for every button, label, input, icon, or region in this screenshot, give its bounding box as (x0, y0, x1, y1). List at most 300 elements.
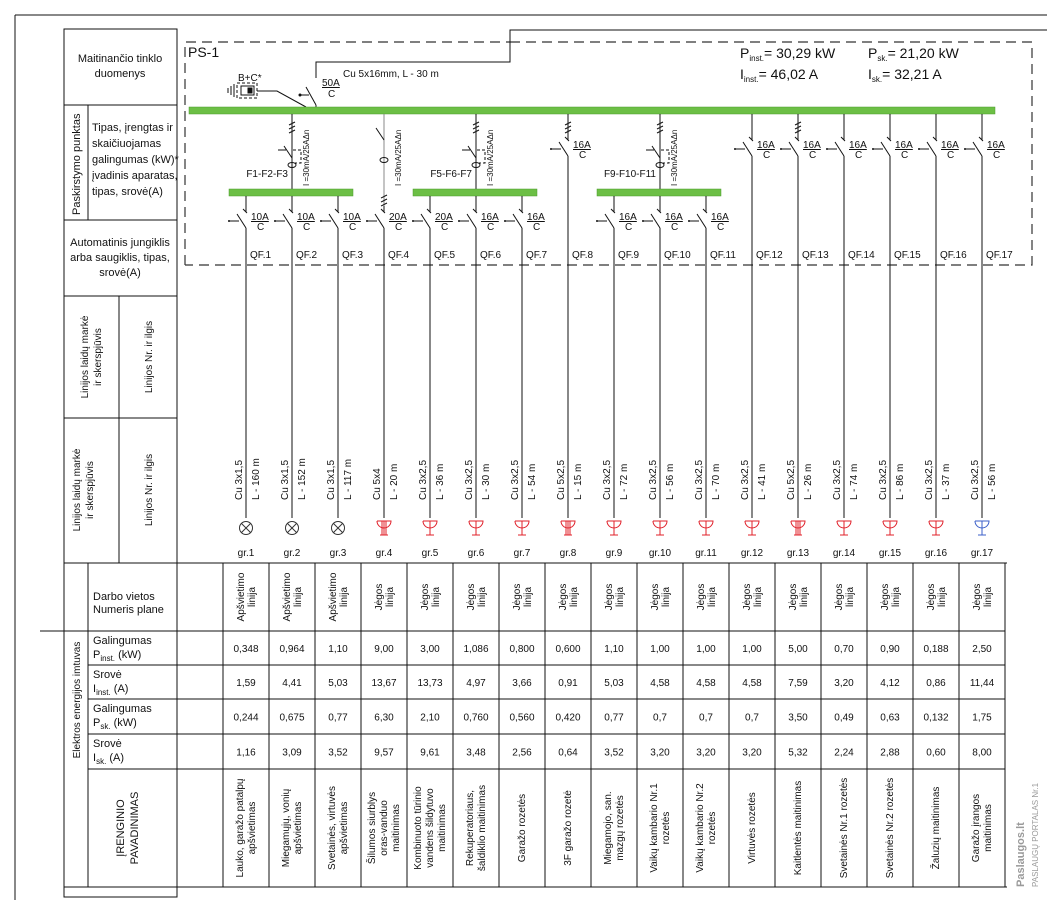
table-cell-i-sk: 3,20 (742, 747, 762, 759)
sub-busbar (229, 189, 353, 196)
table-cell-i-sk: 2,56 (512, 747, 532, 759)
breaker-dot (642, 220, 644, 222)
cable-label: Cu 5x2,5 (786, 459, 797, 500)
panel-totals (740, 45, 960, 84)
length-label: L - 20 m (389, 463, 400, 500)
table-cell-p-sk: 0,77 (604, 712, 624, 724)
length-label: L - 37 m (941, 463, 952, 500)
sub-busbar (597, 189, 721, 196)
breaker-rating: 16A (527, 212, 545, 223)
total-i-sk: $I_{sk.}= 32,21$ A (868, 66, 942, 84)
breaker-dot (412, 220, 414, 222)
cable-label: Cu 3x2,5 (418, 459, 429, 500)
group-label: gr.10 (648, 548, 672, 559)
device-name: Miegamojo, san. (603, 791, 614, 865)
table-column (279, 572, 304, 867)
qf-label: QF.1 (250, 250, 272, 261)
breaker-dot (458, 220, 460, 222)
line-type-sub: linija (615, 586, 626, 608)
table-cell-i-inst: 3,20 (834, 678, 854, 689)
qf-label: QF.16 (940, 250, 967, 261)
feeder-cable-label: Cu 5x16mm, L - 30 m (343, 69, 439, 80)
line-type-sub: linija (385, 586, 396, 608)
table-cell-p-inst: 1,00 (696, 644, 716, 655)
rcd-label: I =30mA/25AΔn (302, 129, 311, 186)
line-type-sub: linija (937, 586, 948, 608)
left-header-texts (70, 53, 179, 864)
line-type-sub: linija (753, 586, 764, 608)
table-column (233, 572, 258, 877)
table-cell-p-inst: 1,10 (328, 644, 348, 655)
breaker-curve: C (717, 222, 725, 233)
workplace-header: Darbo vietos (93, 591, 155, 603)
table-cell-i-sk: 9,57 (374, 747, 394, 759)
length-label: L - 36 m (435, 463, 446, 500)
breaker-curve: C (349, 222, 357, 233)
table-cell-i-sk: 0,60 (926, 747, 946, 759)
table-cell-p-sk: 0,132 (923, 712, 949, 724)
table-cell-p-inst: 0,800 (509, 644, 535, 655)
qf-label: QF.5 (434, 250, 456, 261)
table-cell-i-inst: 4,41 (282, 678, 302, 689)
line-no-header-2: Linijos Nr. ir ilgis (144, 453, 155, 527)
cable-mark-header-2: ir skerspjūvis (85, 461, 96, 519)
length-label: L - 74 m (849, 463, 860, 500)
row-header-title: Galingumas (93, 635, 152, 647)
distribution-desc-line: Tipas, įrengtas ir (92, 122, 173, 134)
breaker-rating: 10A (297, 212, 315, 223)
rcd-contact (376, 128, 384, 140)
device-name: apšvietimas (293, 801, 304, 855)
circuit-qf-8 (550, 114, 594, 559)
table-cell-p-inst: 5,00 (788, 644, 808, 655)
cable-label: Cu 3x1,5 (234, 459, 245, 500)
line-no-header: Linijos Nr. ir ilgis (144, 320, 155, 394)
table-column (327, 572, 350, 870)
breaker-dot (550, 148, 552, 150)
line-type: Apšvietimo (328, 572, 339, 622)
rcd-contact (652, 146, 660, 158)
breaker-dot (688, 220, 690, 222)
breaker-curve: C (533, 222, 541, 233)
device-name: rozetės (707, 811, 718, 845)
breaker-dot (964, 148, 966, 150)
distribution-desc-line: galingumas (kW)* (92, 154, 179, 166)
qf-label: QF.4 (388, 250, 410, 261)
table-cell-i-sk: 1,16 (236, 747, 256, 759)
svg-text:PASLAUGŲ PORTALAS Nr.1: PASLAUGŲ PORTALAS Nr.1 (1031, 782, 1040, 887)
svg-text:Paslaugos.lt: Paslaugos.lt (1015, 822, 1027, 887)
breaker-rating: 20A (389, 212, 407, 223)
device-name: Garažo įrangos (971, 793, 982, 863)
rcd-link (661, 150, 669, 163)
line-type: Jėgos (420, 583, 431, 611)
breaker-curve: C (947, 150, 955, 161)
consumer-table (88, 563, 1005, 887)
length-label: L - 15 m (573, 463, 584, 500)
circuit-qf-2 (274, 196, 318, 559)
table-column (509, 584, 534, 863)
breaker-rating: 16A (481, 212, 499, 223)
table-column (463, 584, 488, 871)
device-name: Lauko, garažo patalpų (235, 778, 246, 878)
table-cell-i-inst: 0,91 (558, 678, 578, 689)
breaker-rating: 10A (343, 212, 361, 223)
device-name: maitinimas (983, 804, 994, 852)
device-name: šaldiklio maitinimas (477, 784, 488, 872)
line-type: Jėgos (926, 583, 937, 611)
line-type: Apšvietimo (236, 572, 247, 622)
device-name: Vaikų kambario Nr.1 (649, 783, 660, 873)
supply-header-2: duomenys (94, 68, 146, 80)
length-label: L - 54 m (527, 463, 538, 500)
workplace-header: Numeris plane (93, 604, 164, 616)
line-type-sub: linija (569, 586, 580, 608)
length-label: L - 41 m (757, 463, 768, 500)
line-type: Jėgos (650, 583, 661, 611)
rcd-contact (468, 146, 476, 158)
table-cell-p-sk: 0,7 (653, 712, 667, 724)
qf-label: QF.8 (572, 250, 594, 261)
length-label: L - 72 m (619, 463, 630, 500)
line-type: Jėgos (742, 583, 753, 611)
distribution-desc-line: tipas, srovė(A) (92, 186, 163, 198)
main-busbar (189, 107, 995, 114)
breaker-dot (366, 220, 368, 222)
cable-label: Cu 3x2,5 (648, 459, 659, 500)
line-type-sub: linija (523, 586, 534, 608)
length-label: L - 152 m (297, 458, 308, 500)
circuit-qf-4 (366, 114, 410, 559)
group-label: gr.15 (878, 548, 902, 559)
device-name: mazgų rozetės (615, 795, 626, 861)
table-cell-i-inst: 4,58 (650, 678, 670, 689)
device-name: apšvietimas (339, 801, 350, 855)
qf-label: QF.15 (894, 250, 921, 261)
cable-label: Cu 3x2,5 (510, 459, 521, 500)
breaker-rating: 16A (987, 140, 1005, 151)
breaker-curve: C (303, 222, 311, 233)
rcd-group (229, 114, 353, 196)
breaker-dot (596, 220, 598, 222)
surge-protection-label: B+C* (238, 73, 262, 84)
line-type-sub: linija (707, 586, 718, 608)
breaker-curve: C (487, 222, 495, 233)
breaker-rating: 16A (803, 140, 821, 151)
group-label: gr.12 (740, 548, 764, 559)
circuit-qf-12 (734, 114, 783, 559)
row-header-unit: $P_{sk.}$ (kW) (93, 717, 137, 731)
cable-label: Cu 3x2,5 (694, 459, 705, 500)
table-cell-i-inst: 5,03 (604, 678, 624, 689)
cable-label: Cu 3x2,5 (924, 459, 935, 500)
breaker-dot (734, 148, 736, 150)
table-cell-p-inst: 2,50 (972, 644, 992, 655)
cable-mark-header-2: Linijos laidų markė (72, 448, 83, 532)
table-cell-p-sk: 0,7 (699, 712, 713, 724)
rcd-contact (284, 146, 292, 158)
table-cell-p-inst: 1,086 (463, 644, 489, 655)
qf-label: QF.10 (664, 250, 691, 261)
table-cell-i-sk: 8,00 (972, 747, 992, 759)
table-cell-i-sk: 2,88 (880, 747, 900, 759)
table-column (695, 584, 718, 873)
device-name: Miegamųjų, vonių (281, 788, 292, 868)
surge-protection-device (228, 83, 306, 107)
table-cell-p-inst: 9,00 (374, 644, 394, 655)
table-column (880, 584, 902, 879)
table-cell-p-sk: 1,75 (972, 712, 992, 724)
qf-label: QF.13 (802, 250, 829, 261)
breaker-rating: 16A (619, 212, 637, 223)
distribution-point-header: Paskirstymo punktas (71, 113, 83, 215)
table-cell-i-sk: 3,52 (328, 747, 348, 759)
row-header-title: Galingumas (93, 703, 152, 715)
cable-label: Cu 3x2,5 (878, 459, 889, 500)
row-header-title: Srovė (93, 669, 122, 681)
device-name: Svetainės, virtuvės (327, 786, 338, 870)
table-cell-i-inst: 1,59 (236, 678, 256, 689)
breaker-header-line: srovė(A) (99, 267, 141, 279)
line-type: Jėgos (512, 583, 523, 611)
table-cell-p-sk: 0,560 (509, 712, 535, 724)
rcd-group-label: F1-F2-F3 (246, 169, 288, 180)
device-name: maitinimas (437, 804, 448, 852)
breaker-rating: 20A (435, 212, 453, 223)
line-type: Jėgos (604, 583, 615, 611)
cable-label: Cu 3x2,5 (740, 459, 751, 500)
device-name: Rekuperatoriaus, (465, 789, 476, 867)
svg-text:50A: 50A (322, 78, 340, 89)
breaker-curve: C (901, 150, 909, 161)
qf-label: QF.6 (480, 250, 502, 261)
table-cell-p-sk: 0,49 (834, 712, 854, 724)
table-cell-i-inst: 0,86 (926, 678, 946, 689)
breaker-curve: C (395, 222, 403, 233)
qf-label: QF.11 (710, 250, 736, 261)
device-name: Svetainės Nr.1 rozetės (839, 777, 850, 879)
group-label: gr.14 (832, 548, 856, 559)
qf-label: QF.9 (618, 250, 640, 261)
group-label: gr.7 (513, 548, 531, 559)
table-cell-i-sk: 3,48 (466, 747, 486, 759)
cable-label: Cu 3x2,5 (970, 459, 981, 500)
rcd-label: I =30mA/25AΔn (394, 129, 403, 186)
table-cell-i-inst: 11,44 (969, 678, 995, 689)
circuits (228, 114, 1013, 559)
watermark (1015, 782, 1040, 887)
breaker-dot (274, 220, 276, 222)
breaker-dot (320, 220, 322, 222)
qf-label: QF.12 (756, 250, 783, 261)
circuit-qf-9 (596, 196, 640, 559)
length-label: L - 26 m (803, 463, 814, 500)
total-p-sk: $P_{sk.}= 21,20$ kW (868, 45, 959, 63)
table-cell-p-inst: 0,348 (233, 644, 259, 655)
main-breaker-symbol (299, 70, 316, 107)
line-type: Jėgos (696, 583, 707, 611)
breaker-rating: 16A (895, 140, 913, 151)
table-cell-i-sk: 3,09 (282, 747, 302, 759)
rcd-group-label: F5-F6-F7 (430, 169, 472, 180)
supply-header: Maitinančio tinklo (77, 53, 163, 65)
circuit-qf-15 (872, 114, 921, 559)
line-type: Jėgos (880, 583, 891, 611)
line-type-sub: linija (799, 586, 810, 608)
circuit-qf-16 (918, 114, 967, 559)
table-cell-p-sk: 2,10 (420, 712, 440, 724)
table-cell-p-sk: 6,30 (374, 712, 394, 724)
device-name: maitinimas (391, 804, 402, 852)
length-label: L - 30 m (481, 463, 492, 500)
breaker-dot (826, 148, 828, 150)
breaker-rating: 16A (757, 140, 775, 151)
breaker-curve: C (671, 222, 679, 233)
circuit-qf-1 (228, 196, 272, 559)
table-cell-i-sk: 3,20 (650, 747, 670, 759)
breaker-rating: 16A (573, 140, 591, 151)
device-name: Svetainės Nr.2 rozetės (885, 777, 896, 879)
breaker-curve: C (993, 150, 1001, 161)
sheet-frame (15, 15, 1047, 900)
consumer-header: Elektros energijos imtuvas (72, 641, 83, 759)
line-type: Jėgos (374, 583, 385, 611)
breaker-dot (504, 220, 506, 222)
device-name: 3F garažo rozetė (563, 790, 574, 866)
line-type-sub: linija (661, 586, 672, 608)
group-label: gr.2 (283, 548, 301, 559)
cable-label: Cu 5x4 (372, 468, 383, 500)
device-name: rozetės (661, 811, 672, 845)
group-label: gr.4 (375, 548, 393, 559)
table-cell-i-sk: 9,61 (420, 747, 440, 759)
device-name: Virtuvės rozetės (747, 792, 758, 864)
table-cell-p-inst: 0,90 (880, 644, 900, 655)
length-label: L - 56 m (987, 463, 998, 500)
table-column (649, 584, 672, 873)
breaker-curve: C (855, 150, 863, 161)
table-cell-p-inst: 0,188 (923, 644, 949, 655)
length-label: L - 86 m (895, 463, 906, 500)
cable-label: Cu 5x2,5 (556, 459, 567, 500)
table-column (365, 584, 402, 864)
group-label: gr.8 (559, 548, 577, 559)
rcd-link (293, 150, 301, 163)
line-type-sub: linija (293, 586, 304, 608)
table-cell-i-inst: 4,58 (742, 678, 762, 689)
device-name: Kombinuoto tūrinio (413, 786, 424, 870)
device-name: Kaitlentės maitinimas (793, 780, 804, 876)
rcd-group (413, 114, 537, 196)
table-cell-i-sk: 0,64 (558, 747, 578, 759)
group-label: gr.16 (924, 548, 948, 559)
table-cell-p-inst: 0,964 (279, 644, 305, 655)
table-cell-p-sk: 0,77 (328, 712, 348, 724)
line-type-sub: linija (431, 586, 442, 608)
group-label: gr.9 (605, 548, 623, 559)
cable-label: Cu 3x2,5 (602, 459, 613, 500)
table-cell-i-inst: 4,58 (696, 678, 716, 689)
group-label: gr.11 (695, 548, 717, 559)
table-cell-i-inst: 13,73 (417, 678, 443, 689)
table-column (970, 584, 995, 863)
table-cell-p-inst: 0,70 (834, 644, 854, 655)
qf-label: QF.7 (526, 250, 548, 261)
device-name: Garažo rozetės (517, 793, 528, 863)
distribution-desc-line: įvadinis aparatas, (92, 170, 178, 182)
table-cell-i-sk: 3,20 (696, 747, 716, 759)
circuit-qf-6 (458, 196, 502, 559)
line-type: Jėgos (558, 583, 569, 611)
group-label: gr.13 (786, 548, 810, 559)
table-cell-i-sk: 5,32 (788, 747, 808, 759)
device-name-header: ĮRENGINIO (115, 799, 127, 857)
table-cell-i-inst: 5,03 (328, 678, 348, 689)
table-cell-p-inst: 0,600 (555, 644, 581, 655)
rcd-label: I =30mA/25AΔn (486, 129, 495, 186)
circuit-qf-7 (504, 196, 548, 559)
rcd-group (597, 114, 721, 196)
rcd-label: I =30mA/25AΔn (670, 129, 679, 186)
table-column (923, 584, 948, 870)
table-cell-i-inst: 3,66 (512, 678, 532, 689)
length-label: L - 70 m (711, 463, 722, 500)
row-header-title: Srovė (93, 738, 122, 750)
breaker-rating: 16A (711, 212, 729, 223)
line-type: Apšvietimo (282, 572, 293, 622)
rcd-group-label: F9-F10-F11 (603, 169, 656, 180)
length-label: L - 160 m (251, 458, 262, 500)
table-cell-i-sk: 2,24 (834, 747, 854, 759)
table-cell-p-sk: 0,675 (279, 712, 305, 724)
table-cell-p-sk: 3,50 (788, 712, 808, 724)
svg-text:C: C (328, 89, 336, 100)
qf-label: QF.3 (342, 250, 364, 261)
circuit-qf-5 (412, 196, 456, 559)
row-header-unit: $I_{inst.}$ (A) (93, 683, 129, 697)
cable-mark-header: ir skerspjūvis (93, 328, 104, 386)
line-type: Jėgos (834, 583, 845, 611)
table-column (788, 584, 810, 876)
breaker-rating: 16A (941, 140, 959, 151)
circuit-qf-10 (642, 196, 691, 559)
cable-label: Cu 3x1,5 (280, 459, 291, 500)
table-column (834, 584, 856, 879)
table-cell-p-inst: 1,00 (650, 644, 670, 655)
group-label: gr.6 (467, 548, 485, 559)
total-p-inst: $P_{inst.}= 30,29$ kW (740, 45, 836, 63)
device-name: apšvietimas (247, 801, 258, 855)
breaker-curve: C (579, 150, 587, 161)
line-type: Jėgos (466, 583, 477, 611)
breaker-dot (780, 148, 782, 150)
breaker-curve: C (441, 222, 449, 233)
row-header-unit: $I_{sk.}$ (A) (93, 752, 125, 766)
table-cell-i-inst: 13,67 (371, 678, 397, 689)
breaker-dot (872, 148, 874, 150)
qf-label: QF.14 (848, 250, 875, 261)
group-label: gr.3 (329, 548, 347, 559)
device-name: vandens šildytuvo (425, 788, 436, 868)
row-header-unit: $P_{inst.}$ (kW) (93, 649, 142, 663)
table-cell-p-sk: 0,7 (745, 712, 759, 724)
device-name: Šilumos siurblys (367, 791, 378, 865)
length-label: L - 56 m (665, 463, 676, 500)
circuit-qf-3 (320, 196, 364, 559)
line-type-sub: linija (983, 586, 994, 608)
panel-name: PS-1 (188, 44, 220, 60)
device-name-header: PAVADINIMAS (129, 791, 141, 865)
